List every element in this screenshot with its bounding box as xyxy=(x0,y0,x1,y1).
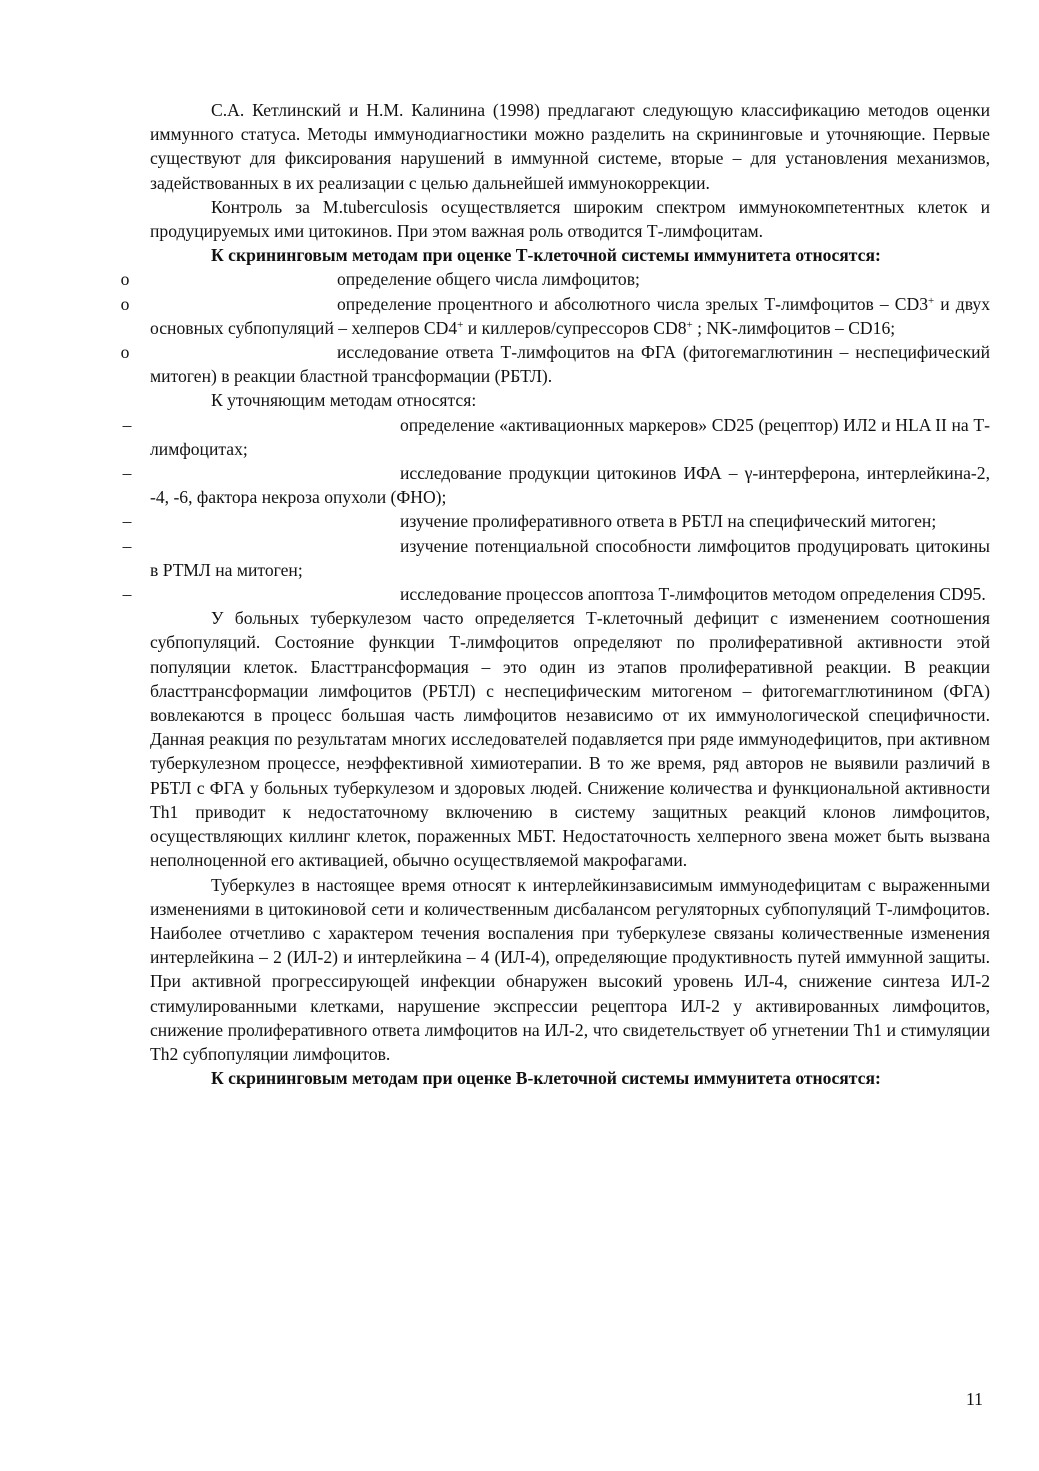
list-item xyxy=(122,461,990,509)
list-item-text-part: определение процентного и абсолютного числа зрелых Т-лимфоцитов – CD3 xyxy=(337,293,929,314)
bullet-dash-icon: – xyxy=(122,584,132,605)
superscript-plus: + xyxy=(686,318,693,331)
heading-t-cell-screening: К скрининговым методам при оценке Т-клеточной системы иммунитета относятся: xyxy=(211,245,881,266)
page-number: 11 xyxy=(966,1389,983,1409)
refining-methods-list xyxy=(122,413,990,607)
bullet-dash-icon: – xyxy=(122,463,132,484)
list-item-text: исследование процессов апоптоза Т-лимфоцитов методом определения CD95. xyxy=(400,584,986,605)
list-item xyxy=(122,509,990,533)
paragraph-interleukin: Туберкулез в настоящее время относят к интерлейкинзависимым иммунодефицитам с выраженными изменениями в цитокиновой сети и количественным дисбалансом регуляторных субпопуляций Т-лимфоцитов. Наиболее отчетливо с характером течения воспаления при туберкулезе связаны количественные изменения интерлейкина – 2 (ИЛ-2) и интерлейкина – 4 (ИЛ-4), определяющие продуктивность путей иммунной защиты. При активной прогрессирующей инфекции обнаружен высокий уровень ИЛ-4, снижение синтеза ИЛ-2 стимулированными клетками, нарушение экспрессии рецептора ИЛ-2 у активированных лимфоцитов, снижение пролиферативного ответа лимфоцитов на ИЛ-2, что свидетельствует об угнетении Th1 и стимуляции Th2 субпопуляции лимфоцитов. xyxy=(150,874,990,1064)
heading-b-cell-screening: К скрининговым методам при оценке В-клеточной системы иммунитета относятся: xyxy=(211,1068,881,1089)
paragraph-t-cell-deficit: У больных туберкулезом часто определяется Т-клеточный дефицит с изменением соотношения субпопуляций. Состояние функции Т-лимфоцитов определяют по пролиферативной активности этой популяции клеток. Бласттрансформация – это один из этапов пролиферативной реакции. В реакции бласттрансформации лимфоцитов (РБТЛ) с неспецифическим митогеном – фитогемагглютинином (ФГА) вовлекаются в процесс большая часть лимфоцитов независимо от их иммунологической специфичности. Данная реакция по результатам многих исследователей подавляется при ряде иммунодефицитов, при активном туберкулезном процессе, неэффективной химиотерапии. В то же время, ряд авторов не выявили различий в РБТЛ с ФГА у больных туберкулезом и здоровых людей. Снижение количества и функциональной активности Th1 приводит к недостаточному включению в систему защитных реакций клонов лимфоцитов, осуществляющих киллинг клеток, пораженных МБТ. Недостаточность хелперного звена может быть вызвана неполноценной его активацией, обычно осуществляемой макрофагами. xyxy=(150,608,990,871)
list-item xyxy=(122,582,990,606)
document-body xyxy=(120,98,991,1090)
superscript-plus: + xyxy=(457,318,464,331)
list-item-text xyxy=(150,292,990,340)
bullet-circle-icon: o xyxy=(120,342,130,363)
bullet-dash-icon: – xyxy=(122,511,132,532)
list-item-text: изучение потенциальной способности лимфоцитов продуцировать цитокины в РТМЛ на митоген; xyxy=(150,535,990,580)
list-item-text: определение общего числа лимфоцитов; xyxy=(337,269,640,290)
list-item-text: изучение пролиферативного ответа в РБТЛ на специфический митоген; xyxy=(400,511,937,532)
bullet-dash-icon: – xyxy=(122,414,132,435)
heading-refining-methods: К уточняющим методам относятся: xyxy=(211,390,477,411)
paragraph-classification: С.А. Кетлинский и Н.М. Калинина (1998) предлагают следующую классификацию методов оценки иммунного статуса. Методы иммунодиагностики можно разделить на скрининговые и уточняющие. Первые существуют для фиксирования нарушений в иммунной системе, вторые – для установления механизмов, задействованных в их реализации с целью дальнейшей иммунокоррекции. xyxy=(150,100,990,193)
list-item-text: исследование продукции цитокинов ИФА – γ-интерферона, интерлейкина-2, -4, -6, фактора некроза опухоли (ФНО); xyxy=(150,463,990,508)
bullet-circle-icon: o xyxy=(120,269,130,290)
bullet-dash-icon: – xyxy=(122,535,132,556)
list-item-text-part: ; NK-лимфоцитов – CD16; xyxy=(692,317,896,338)
screening-methods-list xyxy=(120,267,991,388)
paragraph-control: Контроль за M.tuberculosis осуществляется широким спектром иммунокомпетентных клеток и продуцируемых ими цитокинов. При этом важная роль отводится Т-лимфоцитам. xyxy=(150,196,990,242)
list-item-text: определение «активационных маркеров» CD25 (рецептор) ИЛ2 и HLA II на Т-лимфоцитах; xyxy=(150,414,990,459)
list-item-text-part: и киллеров/супрессоров CD8 xyxy=(463,317,687,338)
list-item xyxy=(120,340,990,388)
list-item xyxy=(122,534,990,582)
list-item xyxy=(120,292,991,340)
list-item xyxy=(122,413,990,461)
list-item-text: исследование ответа Т-лимфоцитов на ФГА (фитогемаглютинин – неспецифический митоген) в реакции бластной трансформации (РБТЛ). xyxy=(150,342,990,387)
list-item-text-part: и двух основных субпопуляций – хелперов CD4 xyxy=(150,293,991,338)
list-item xyxy=(120,267,990,291)
bullet-circle-icon: o xyxy=(120,293,130,314)
superscript-plus: + xyxy=(928,294,935,307)
